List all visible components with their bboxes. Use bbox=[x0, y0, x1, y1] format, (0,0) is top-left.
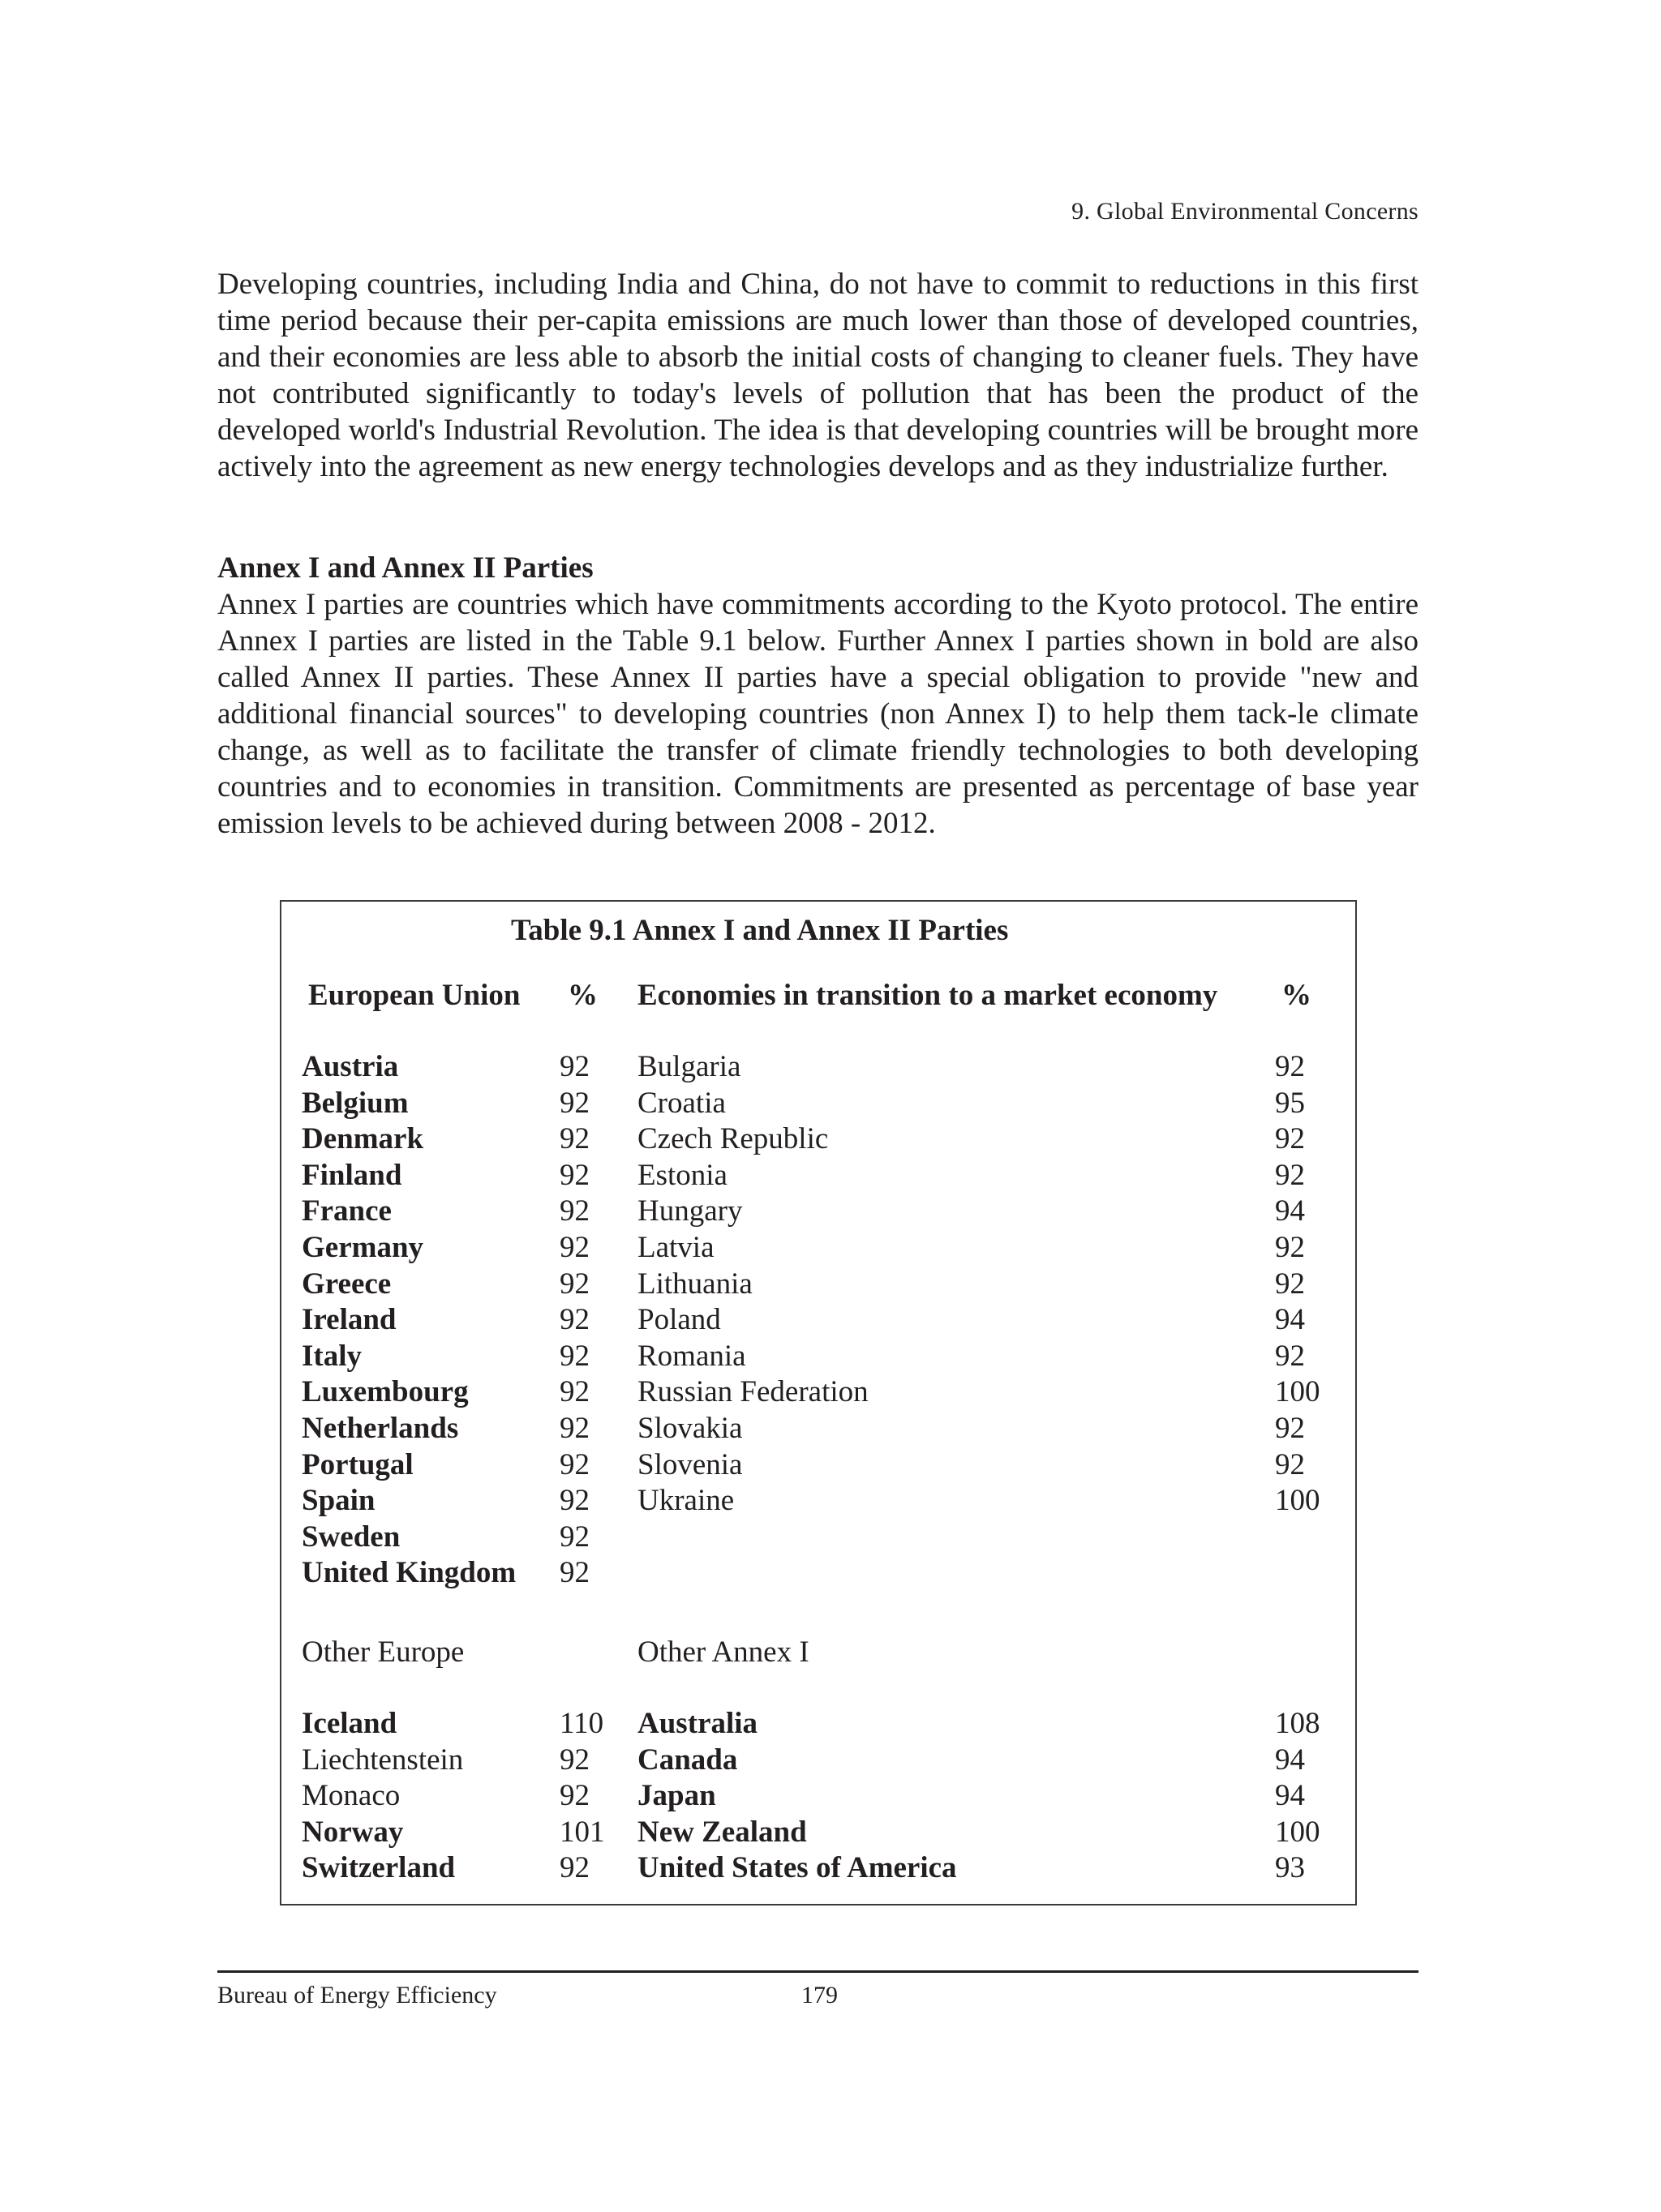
section-heading: Annex I and Annex II Parties bbox=[217, 551, 594, 585]
other-annex-country: Canada bbox=[637, 1743, 738, 1777]
transition-country: Poland bbox=[637, 1303, 721, 1336]
other-europe-country: Liechtenstein bbox=[302, 1743, 464, 1777]
header-european-union: European Union bbox=[308, 979, 521, 1012]
transition-percent: 92 bbox=[1275, 1050, 1305, 1083]
eu-country: Germany bbox=[302, 1231, 424, 1264]
eu-country: Ireland bbox=[302, 1303, 397, 1336]
transition-percent: 92 bbox=[1275, 1267, 1305, 1301]
other-europe-percent: 92 bbox=[560, 1743, 590, 1777]
transition-country: Hungary bbox=[637, 1194, 743, 1228]
header-transition-percent: % bbox=[1281, 979, 1311, 1012]
header-economies-in-transition: Economies in transition to a market economy bbox=[637, 979, 1218, 1012]
eu-country: Denmark bbox=[302, 1122, 424, 1155]
footer-publisher: Bureau of Energy Efficiency bbox=[217, 1982, 497, 2008]
eu-percent: 92 bbox=[560, 1303, 590, 1336]
transition-country: Slovakia bbox=[637, 1412, 743, 1445]
transition-country: Estonia bbox=[637, 1159, 727, 1192]
other-europe-percent: 101 bbox=[560, 1815, 605, 1849]
group-label-other-annex: Other Annex I bbox=[637, 1635, 809, 1669]
eu-percent: 92 bbox=[560, 1194, 590, 1228]
transition-percent: 94 bbox=[1275, 1303, 1305, 1336]
eu-percent: 92 bbox=[560, 1122, 590, 1155]
eu-country: Sweden bbox=[302, 1520, 401, 1554]
group-label-other-europe: Other Europe bbox=[302, 1635, 465, 1669]
eu-percent: 92 bbox=[560, 1087, 590, 1120]
eu-country: Greece bbox=[302, 1267, 392, 1301]
eu-percent: 92 bbox=[560, 1484, 590, 1517]
other-europe-country: Monaco bbox=[302, 1779, 401, 1812]
transition-country: Ukraine bbox=[637, 1484, 735, 1517]
eu-country: France bbox=[302, 1194, 392, 1228]
transition-percent: 92 bbox=[1275, 1448, 1305, 1481]
transition-country: Croatia bbox=[637, 1087, 726, 1120]
transition-country: Romania bbox=[637, 1340, 746, 1373]
other-annex-country: Australia bbox=[637, 1707, 758, 1740]
footer-rule bbox=[217, 1970, 1419, 1973]
other-europe-country: Iceland bbox=[302, 1707, 397, 1740]
other-europe-percent: 110 bbox=[560, 1707, 604, 1740]
other-europe-percent: 92 bbox=[560, 1851, 590, 1884]
other-annex-percent: 94 bbox=[1275, 1743, 1305, 1777]
transition-percent: 92 bbox=[1275, 1412, 1305, 1445]
eu-country: Spain bbox=[302, 1484, 376, 1517]
eu-country: Austria bbox=[302, 1050, 399, 1083]
other-annex-percent: 100 bbox=[1275, 1815, 1320, 1849]
transition-country: Latvia bbox=[637, 1231, 715, 1264]
eu-country: Belgium bbox=[302, 1087, 409, 1120]
transition-country: Russian Federation bbox=[637, 1375, 869, 1408]
transition-country: Lithuania bbox=[637, 1267, 753, 1301]
transition-percent: 94 bbox=[1275, 1194, 1305, 1228]
eu-percent: 92 bbox=[560, 1520, 590, 1554]
eu-percent: 92 bbox=[560, 1448, 590, 1481]
transition-percent: 95 bbox=[1275, 1087, 1305, 1120]
transition-country: Bulgaria bbox=[637, 1050, 741, 1083]
transition-percent: 100 bbox=[1275, 1484, 1320, 1517]
running-head: 9. Global Environmental Concerns bbox=[1071, 198, 1419, 225]
transition-percent: 92 bbox=[1275, 1231, 1305, 1264]
eu-percent: 92 bbox=[560, 1231, 590, 1264]
other-europe-country: Norway bbox=[302, 1815, 404, 1849]
paragraph-annex-parties: Annex I parties are countries which have commitments according to the Kyoto protocol. The entire Annex I parties are listed in the Table 9.1 below. Further Annex I parties shown in bold are also called Annex II parties. These Annex II parties have a special obligation to provide "new and additional financial sources" to developing countries (non Annex I) to help them tack-le climate change, as well as to facilitate the transfer of climate friendly technologies to both developing countries and to economies in transition. Commitments are presented as percentage of base year emission levels to be achieved during between 2008 - 2012. bbox=[217, 588, 1419, 840]
eu-country: Netherlands bbox=[302, 1412, 459, 1445]
eu-percent: 92 bbox=[560, 1340, 590, 1373]
paragraph-developing-countries: Developing countries, including India and China, do not have to commit to reductions in this first time period because their per-capita emissions are much lower than those of developed countries, and their economies are less able to absorb the initial costs of changing to cleaner fuels. They have not contributed significantly to today's levels of pollution that has been the product of the developed world's Industrial Revolution. The idea is that developing countries will be brought more actively into the agreement as new energy technologies develops and as they industrialize further. bbox=[217, 268, 1419, 483]
eu-percent: 92 bbox=[560, 1159, 590, 1192]
eu-country: Luxembourg bbox=[302, 1375, 469, 1408]
transition-country: Czech Republic bbox=[637, 1122, 829, 1155]
other-annex-country: Japan bbox=[637, 1779, 716, 1812]
eu-percent: 92 bbox=[560, 1556, 590, 1589]
transition-percent: 100 bbox=[1275, 1375, 1320, 1408]
transition-percent: 92 bbox=[1275, 1159, 1305, 1192]
other-annex-percent: 108 bbox=[1275, 1707, 1320, 1740]
other-annex-percent: 94 bbox=[1275, 1779, 1305, 1812]
other-annex-percent: 93 bbox=[1275, 1851, 1305, 1884]
eu-country: Italy bbox=[302, 1340, 362, 1373]
footer-page-number: 179 bbox=[801, 1982, 838, 2008]
header-eu-percent: % bbox=[568, 979, 598, 1012]
eu-country: Portugal bbox=[302, 1448, 414, 1481]
eu-percent: 92 bbox=[560, 1412, 590, 1445]
transition-country: Slovenia bbox=[637, 1448, 743, 1481]
other-europe-percent: 92 bbox=[560, 1779, 590, 1812]
eu-percent: 92 bbox=[560, 1267, 590, 1301]
transition-percent: 92 bbox=[1275, 1340, 1305, 1373]
eu-country: United Kingdom bbox=[302, 1556, 517, 1589]
table-title: Table 9.1 Annex I and Annex II Parties bbox=[511, 914, 1009, 947]
eu-country: Finland bbox=[302, 1159, 402, 1192]
eu-percent: 92 bbox=[560, 1375, 590, 1408]
eu-percent: 92 bbox=[560, 1050, 590, 1083]
other-annex-country: United States of America bbox=[637, 1851, 957, 1884]
other-annex-country: New Zealand bbox=[637, 1815, 807, 1849]
transition-percent: 92 bbox=[1275, 1122, 1305, 1155]
other-europe-country: Switzerland bbox=[302, 1851, 456, 1884]
